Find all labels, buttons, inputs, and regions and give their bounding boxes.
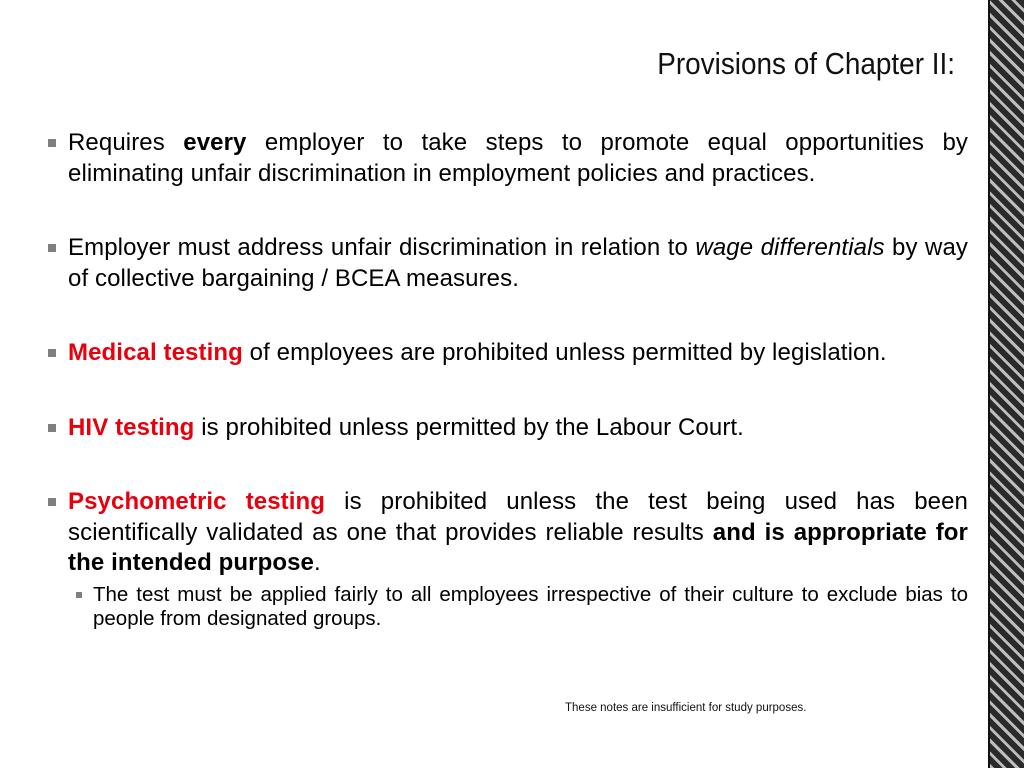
bullet-emphasis: every: [183, 129, 247, 156]
sub-bullet-marker: [76, 592, 82, 598]
bullet-psychometric-testing: [48, 487, 968, 579]
bullet-text: of employees are prohibited unless permitted by legislation.: [242, 339, 887, 366]
bullet-medical-testing: [48, 338, 968, 369]
bullet-text: is prohibited unless permitted by the Labour Court.: [194, 413, 744, 441]
bullet-wage-differentials: [48, 233, 968, 294]
bullet-emphasis: and is appropriate for the intended purpose: [68, 518, 968, 576]
bullet-highlight: Medical testing: [68, 339, 243, 366]
bullet-marker: [48, 244, 56, 252]
bullet-hiv-testing: [48, 413, 968, 444]
bullet-text: is prohibited unless the test being used has been scientifically validated as one that provides reliable results: [68, 488, 969, 546]
bullet-text: Employer must address unfair discrimination in relation to: [68, 234, 696, 261]
bullet-marker: [48, 139, 56, 147]
bullet-equal-opportunities: [48, 128, 968, 189]
bullet-text: .: [314, 549, 321, 576]
decorative-border: [988, 0, 1024, 768]
bullet-text: employer to take steps to promote equal opportunities by eliminating unfair discrimination in employment policies and practices.: [68, 129, 968, 187]
bullet-marker: [48, 498, 56, 506]
bullet-marker: [48, 424, 56, 432]
bullet-highlight: Psychometric testing: [68, 488, 326, 515]
bullet-highlight: HIV testing: [68, 413, 195, 441]
slide-title: Provisions of Chapter II:: [657, 46, 955, 81]
bullet-emphasis: wage differentials: [695, 234, 885, 261]
sub-bullet-fair-application: [76, 583, 968, 632]
bullet-text: Requires: [68, 129, 184, 156]
bullet-text: by way of collective bargaining / BCEA measures.: [68, 234, 968, 292]
slide-content: [48, 128, 968, 632]
bullet-marker: [48, 349, 56, 357]
sub-bullet-text: The test must be applied fairly to all employees irrespective of their culture to exclude bias to people from designated groups.: [93, 582, 968, 630]
footnote: These notes are insufficient for study purposes.: [565, 702, 807, 714]
